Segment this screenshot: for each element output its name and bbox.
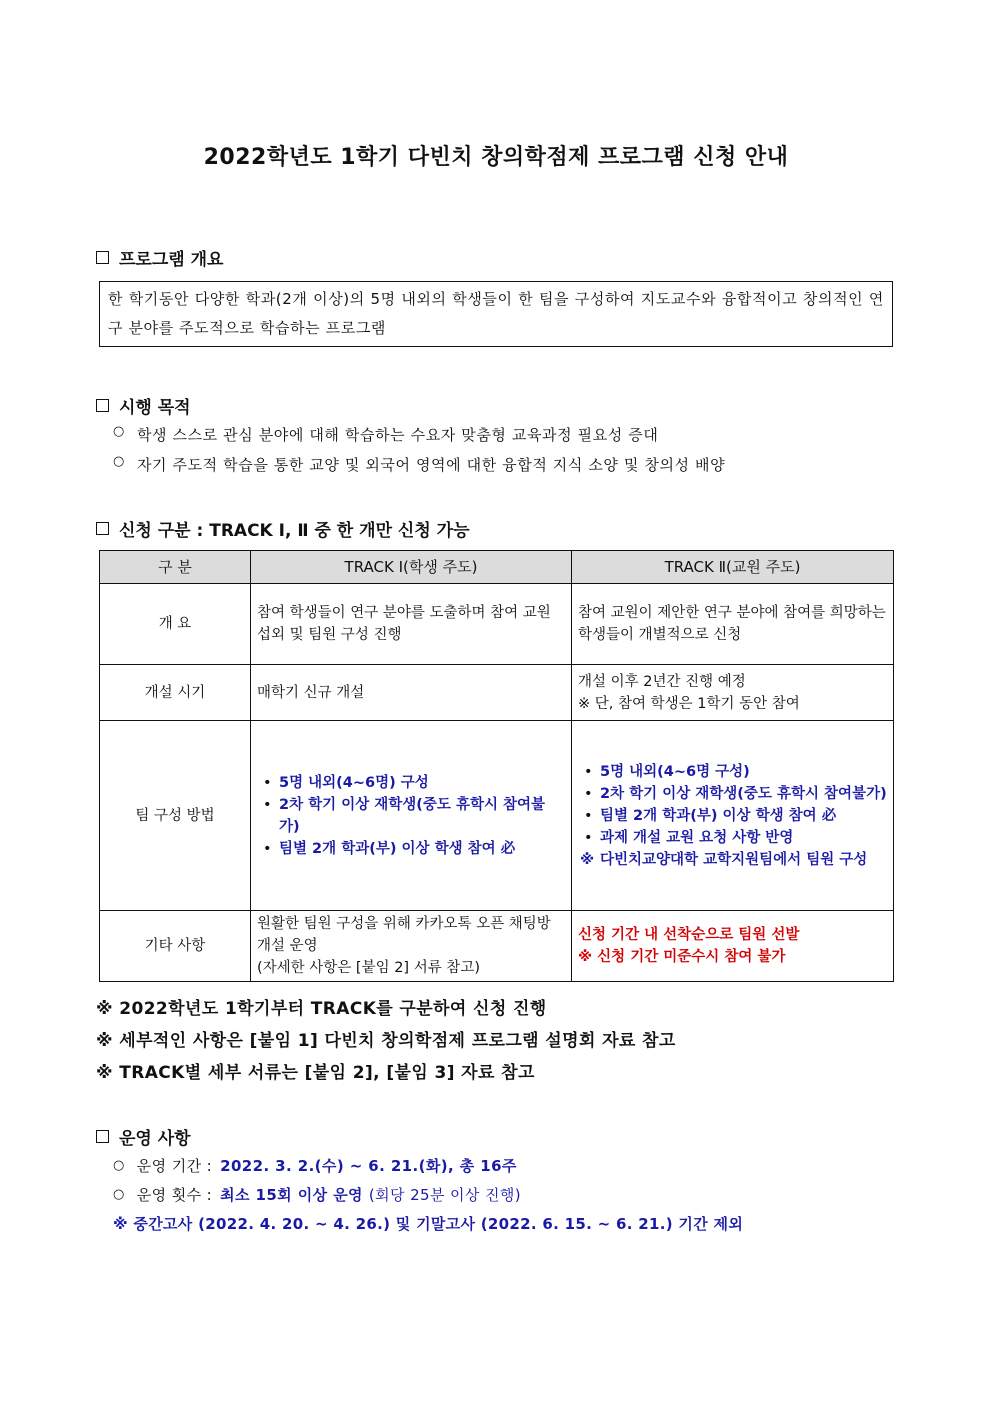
table-cell: [572, 721, 894, 911]
checkbox-square-icon: [96, 399, 109, 412]
circle-bullet-icon: ○: [113, 424, 125, 439]
table-header-row: [100, 551, 894, 584]
bullet-list: [578, 761, 887, 871]
cell-line: 개설 이후 2년간 진행 예정: [578, 673, 746, 690]
table-cell: 참여 학생들이 연구 분야를 도출하며 참여 교원 섭외 및 팀원 구성 진행: [251, 584, 572, 665]
row-label: 개 요: [100, 584, 251, 665]
list-item: • 5명 내외(4~6명) 구성: [279, 772, 565, 794]
cell-line: 신청 기간 내 선착순으로 팀원 선발: [578, 927, 800, 943]
list-item: • 팀별 2개 학과(부) 이상 학생 참여 必: [279, 838, 565, 860]
table-header-cell: 구 분: [100, 551, 251, 584]
operation-period-value: 2022. 3. 2.(수) ~ 6. 21.(화), 총 16주: [220, 1157, 517, 1175]
list-item: • 과제 개설 교원 요청 사항 반영: [600, 827, 887, 849]
cell-line: ※ 단, 참여 학생은 1학기 동안 참여: [578, 695, 800, 712]
page-title: 2022학년도 1학기 다빈치 창의학점제 프로그램 신청 안내: [203, 145, 789, 170]
table-row: [100, 665, 894, 721]
cell-line: (자세한 사항은 [붙임 2] 서류 참고): [257, 960, 480, 976]
operation-count-value: 최소 15회 이상 운영: [220, 1186, 363, 1204]
table-cell: [572, 665, 894, 721]
list-item: • 2차 학기 이상 재학생(중도 휴학시 참여불가): [279, 794, 565, 838]
table-row: [100, 911, 894, 982]
purpose-item: [113, 454, 725, 475]
row-label: 기타 사항: [100, 911, 251, 982]
section-heading-text: 운영 사항: [119, 1129, 191, 1149]
checkbox-square-icon: [96, 251, 109, 264]
section-category-heading: [96, 516, 470, 541]
section-overview-heading: [96, 245, 223, 270]
note-line: ※ 2022학년도 1학기부터 TRACK를 구분하여 신청 진행: [96, 999, 547, 1019]
section-heading-text: 프로그램 개요: [119, 250, 224, 270]
overview-box: 한 학기동안 다양한 학과(2개 이상)의 5명 내외의 학생들이 한 팀을 구성하여 지도교수와 융합적이고 창의적인 연구 분야를 주도적으로 학습하는 프로그램: [99, 281, 893, 347]
list-item: • 팀별 2개 학과(부) 이상 학생 참여 必: [600, 805, 887, 827]
table-cell: 매학기 신규 개설: [251, 665, 572, 721]
section-heading-text: 신청 구분 : TRACK Ⅰ, Ⅱ 중 한 개만 신청 가능: [119, 521, 470, 541]
table-cell: [251, 911, 572, 982]
row-label: 개설 시기: [100, 665, 251, 721]
operation-period-label: 운영 기간 :: [136, 1157, 213, 1175]
section-purpose-heading: [96, 393, 191, 418]
track-table: [99, 550, 894, 982]
table-cell: [572, 911, 894, 982]
operation-count-label: 운영 횟수 :: [136, 1186, 213, 1204]
row-label: 팀 구성 방법: [100, 721, 251, 911]
circle-bullet-icon: ○: [113, 1158, 125, 1173]
table-cell: [251, 721, 572, 911]
cell-line: ※ 신청 기간 미준수시 참여 불가: [578, 949, 786, 965]
table-header-cell: TRACK Ⅰ(학생 주도): [251, 551, 572, 584]
purpose-item-text: 자기 주도적 학습을 통한 교양 및 외국어 영역에 대한 융합적 지식 소양 및 창의성 배양: [136, 456, 726, 474]
checkbox-square-icon: [96, 522, 109, 535]
list-item: • 5명 내외(4~6명 구성): [600, 761, 887, 783]
circle-bullet-icon: ○: [113, 1187, 125, 1202]
purpose-item: [113, 424, 658, 445]
circle-bullet-icon: ○: [113, 454, 125, 469]
table-row: [100, 721, 894, 911]
operation-period: [113, 1155, 517, 1176]
operation-count: [113, 1184, 521, 1205]
operation-count-detail: (회당 25분 이상 진행): [368, 1186, 522, 1204]
list-item-note: ※ 다빈치교양대학 교학지원팀에서 팀원 구성: [600, 849, 887, 871]
bullet-list: [257, 772, 565, 860]
section-heading-text: 시행 목적: [119, 398, 191, 418]
table-header-cell: TRACK Ⅱ(교원 주도): [572, 551, 894, 584]
cell-line: 원활한 팀원 구성을 위해 카카오톡 오픈 채팅방 개설 운영: [257, 916, 551, 954]
checkbox-square-icon: [96, 1130, 109, 1143]
list-item: • 2차 학기 이상 재학생(중도 휴학시 참여불가): [600, 783, 887, 805]
operation-exclusion-note: ※ 중간고사 (2022. 4. 20. ~ 4. 26.) 및 기말고사 (2022. 6. 15. ~ 6. 21.) 기간 제외: [113, 1215, 744, 1233]
table-cell: 참여 교원이 제안한 연구 분야에 참여를 희망하는 학생들이 개별적으로 신청: [572, 584, 894, 665]
note-line: ※ 세부적인 사항은 [붙임 1] 다빈치 창의학점제 프로그램 설명회 자료 참고: [96, 1031, 676, 1051]
note-line: ※ TRACK별 세부 서류는 [붙임 2], [붙임 3] 자료 참고: [96, 1063, 535, 1083]
section-operation-heading: [96, 1124, 191, 1149]
purpose-item-text: 학생 스스로 관심 분야에 대해 학습하는 수요자 맞춤형 교육과정 필요성 증대: [136, 426, 659, 444]
table-row: [100, 584, 894, 665]
